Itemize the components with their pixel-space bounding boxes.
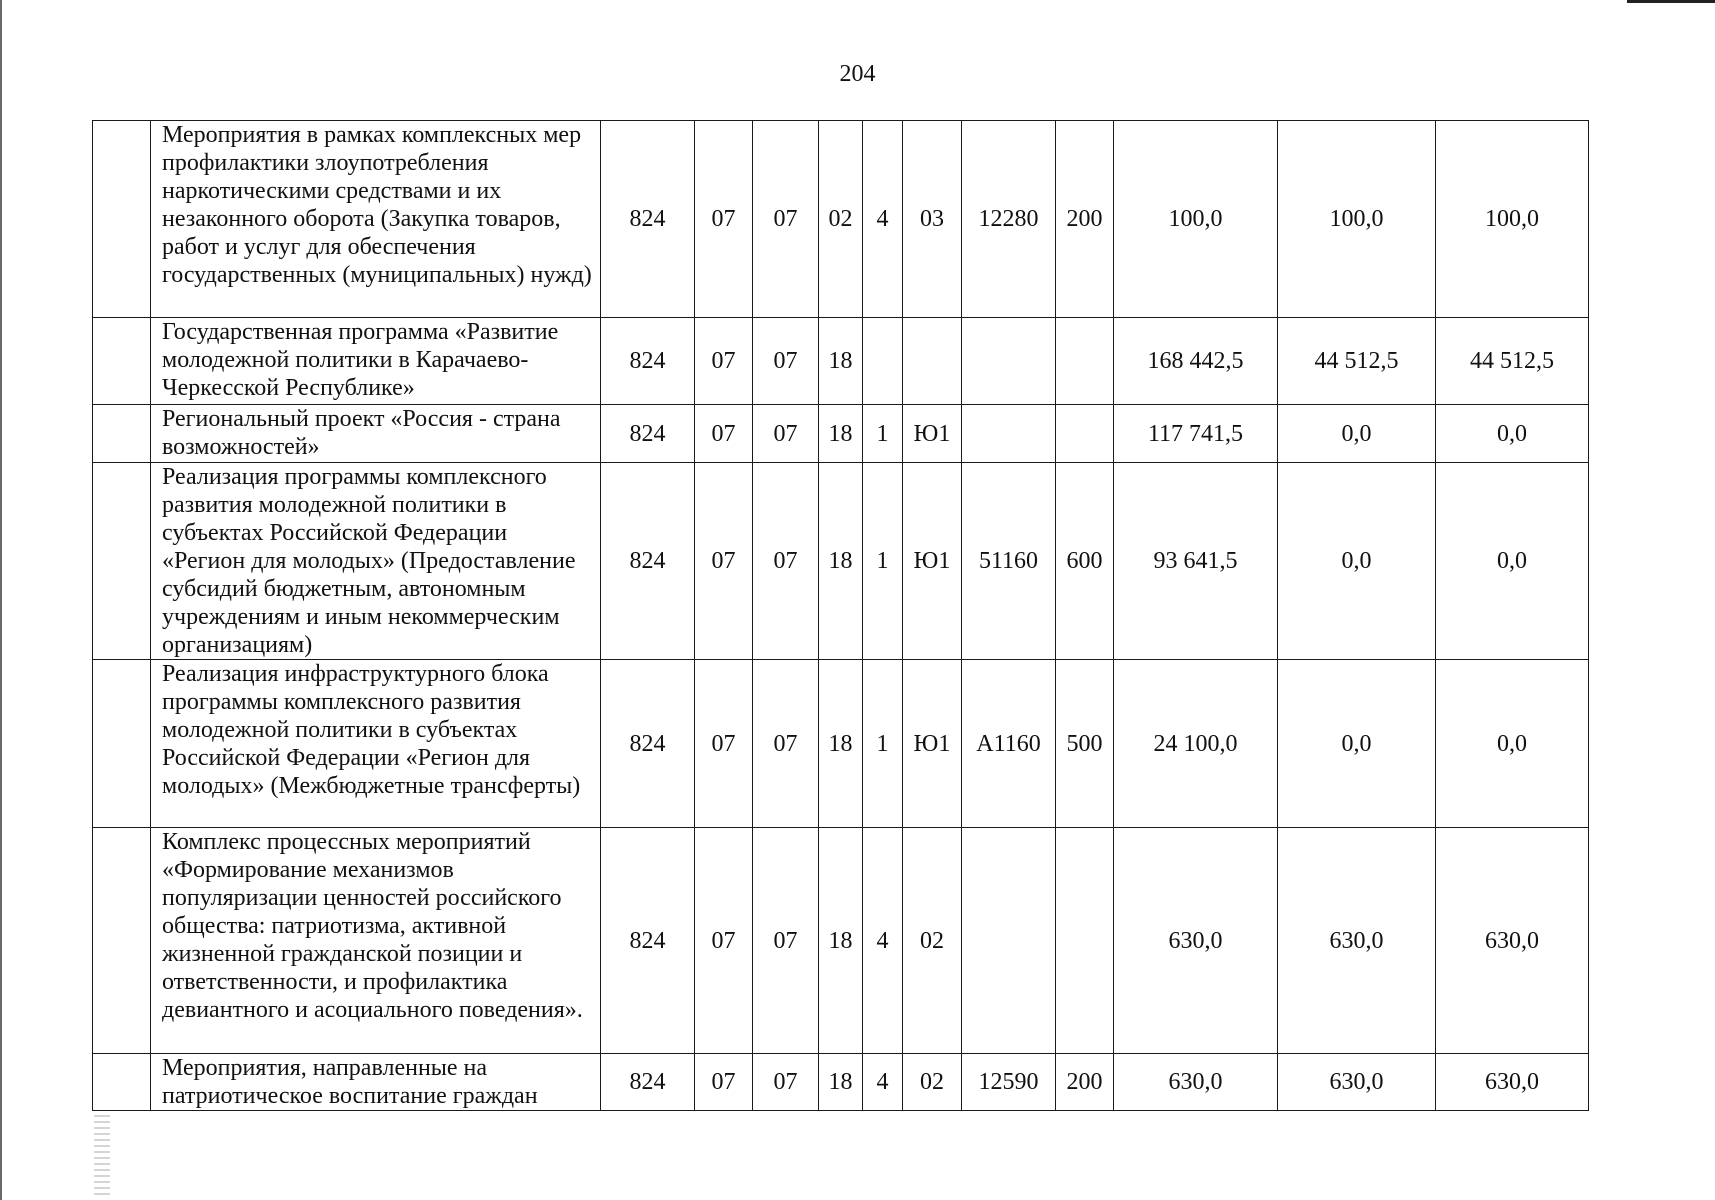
csr-type-cell: 4	[863, 828, 903, 1054]
sum-col-1: 630,0	[1114, 828, 1278, 1054]
csr-subprogram-cell: Ю1	[903, 405, 962, 463]
row-index-cell	[93, 318, 151, 405]
row-name: Мероприятия в рамках комплексных мер профилактики злоупотребления наркотическими средствами и их незаконного оборота (Закупка товаров, работ и услуг для обеспечения государственных (муниципальных) нужд)	[151, 121, 601, 318]
csr-direction-cell	[962, 405, 1056, 463]
sum-col-2: 0,0	[1278, 405, 1436, 463]
vr-cell	[1056, 318, 1114, 405]
csr-program-cell: 18	[819, 405, 863, 463]
row-name: Региональный проект «Россия - страна возможностей»	[151, 405, 601, 463]
sum-col-3: 630,0	[1436, 828, 1589, 1054]
rz-cell: 07	[695, 828, 753, 1054]
csr-subprogram-cell: Ю1	[903, 660, 962, 828]
rz-cell: 07	[695, 1054, 753, 1111]
sum-col-3: 630,0	[1436, 1054, 1589, 1111]
csr-type-cell: 1	[863, 463, 903, 660]
sum-col-1: 630,0	[1114, 1054, 1278, 1111]
table-row	[93, 660, 1589, 828]
rz-cell: 07	[695, 121, 753, 318]
sum-col-3: 0,0	[1436, 405, 1589, 463]
csr-program-cell: 02	[819, 121, 863, 318]
sum-col-2: 0,0	[1278, 660, 1436, 828]
sum-col-1: 100,0	[1114, 121, 1278, 318]
grbs-cell: 824	[601, 660, 695, 828]
row-name: Государственная программа «Развитие молодежной политики в Карачаево-Черкесской Республике»	[151, 318, 601, 405]
pr-cell: 07	[753, 660, 819, 828]
pr-cell: 07	[753, 318, 819, 405]
csr-type-cell	[863, 318, 903, 405]
sum-col-3: 0,0	[1436, 660, 1589, 828]
csr-subprogram-cell: 03	[903, 121, 962, 318]
csr-program-cell: 18	[819, 463, 863, 660]
pr-cell: 07	[753, 1054, 819, 1111]
table-row	[93, 1054, 1589, 1111]
rz-cell: 07	[695, 405, 753, 463]
sum-col-1: 93 641,5	[1114, 463, 1278, 660]
vr-cell: 200	[1056, 121, 1114, 318]
vr-cell	[1056, 405, 1114, 463]
csr-program-cell: 18	[819, 1054, 863, 1111]
row-index-cell	[93, 828, 151, 1054]
grbs-cell: 824	[601, 318, 695, 405]
csr-direction-cell: 12590	[962, 1054, 1056, 1111]
row-name: Мероприятия, направленные на патриотическое воспитание граждан	[151, 1054, 601, 1111]
sum-col-3: 100,0	[1436, 121, 1589, 318]
csr-type-cell: 1	[863, 660, 903, 828]
vr-cell: 600	[1056, 463, 1114, 660]
vr-cell	[1056, 828, 1114, 1054]
table-row	[93, 828, 1589, 1054]
row-index-cell	[93, 405, 151, 463]
scan-left-edge	[0, 0, 2, 1200]
grbs-cell: 824	[601, 121, 695, 318]
csr-direction-cell: А1160	[962, 660, 1056, 828]
sum-col-2: 630,0	[1278, 1054, 1436, 1111]
sum-col-2: 100,0	[1278, 121, 1436, 318]
scan-top-rule	[1627, 0, 1715, 3]
rz-cell: 07	[695, 463, 753, 660]
sum-col-1: 168 442,5	[1114, 318, 1278, 405]
csr-type-cell: 4	[863, 121, 903, 318]
pr-cell: 07	[753, 463, 819, 660]
csr-direction-cell	[962, 828, 1056, 1054]
row-index-cell	[93, 121, 151, 318]
pr-cell: 07	[753, 828, 819, 1054]
row-name: Комплекс процессных мероприятий «Формирование механизмов популяризации ценностей российского общества: патриотизма, активной жизненной гражданской позиции и ответственности, и профилактика девиантного и асоциального поведения».	[151, 828, 601, 1054]
csr-subprogram-cell: 02	[903, 1054, 962, 1111]
csr-type-cell: 4	[863, 1054, 903, 1111]
csr-direction-cell	[962, 318, 1056, 405]
table-row	[93, 463, 1589, 660]
grbs-cell: 824	[601, 405, 695, 463]
rz-cell: 07	[695, 660, 753, 828]
pr-cell: 07	[753, 121, 819, 318]
rz-cell: 07	[695, 318, 753, 405]
sum-col-1: 117 741,5	[1114, 405, 1278, 463]
grbs-cell: 824	[601, 828, 695, 1054]
table-row	[93, 405, 1589, 463]
grbs-cell: 824	[601, 1054, 695, 1111]
csr-subprogram-cell: 02	[903, 828, 962, 1054]
csr-program-cell: 18	[819, 660, 863, 828]
row-index-cell	[93, 1054, 151, 1111]
csr-type-cell: 1	[863, 405, 903, 463]
sum-col-3: 44 512,5	[1436, 318, 1589, 405]
scan-artifact	[94, 1115, 110, 1195]
table-row	[93, 318, 1589, 405]
csr-subprogram-cell: Ю1	[903, 463, 962, 660]
budget-table	[92, 120, 1589, 1111]
csr-subprogram-cell	[903, 318, 962, 405]
row-index-cell	[93, 463, 151, 660]
sum-col-3: 0,0	[1436, 463, 1589, 660]
vr-cell: 200	[1056, 1054, 1114, 1111]
sum-col-2: 0,0	[1278, 463, 1436, 660]
vr-cell: 500	[1056, 660, 1114, 828]
csr-direction-cell: 12280	[962, 121, 1056, 318]
pr-cell: 07	[753, 405, 819, 463]
csr-program-cell: 18	[819, 828, 863, 1054]
sum-col-1: 24 100,0	[1114, 660, 1278, 828]
csr-direction-cell: 51160	[962, 463, 1056, 660]
grbs-cell: 824	[601, 463, 695, 660]
row-name: Реализация инфраструктурного блока программы комплексного развития молодежной политики в субъектах Российской Федерации «Регион для молодых» (Межбюджетные трансферты)	[151, 660, 601, 828]
sum-col-2: 44 512,5	[1278, 318, 1436, 405]
row-name: Реализация программы комплексного развития молодежной политики в субъектах Российской Федерации «Регион для молодых» (Предоставление субсидий бюджетным, автономным учреждениям и иным некоммерческим организациям)	[151, 463, 601, 660]
page-number: 204	[839, 61, 876, 87]
table-row	[93, 121, 1589, 318]
sum-col-2: 630,0	[1278, 828, 1436, 1054]
row-index-cell	[93, 660, 151, 828]
csr-program-cell: 18	[819, 318, 863, 405]
